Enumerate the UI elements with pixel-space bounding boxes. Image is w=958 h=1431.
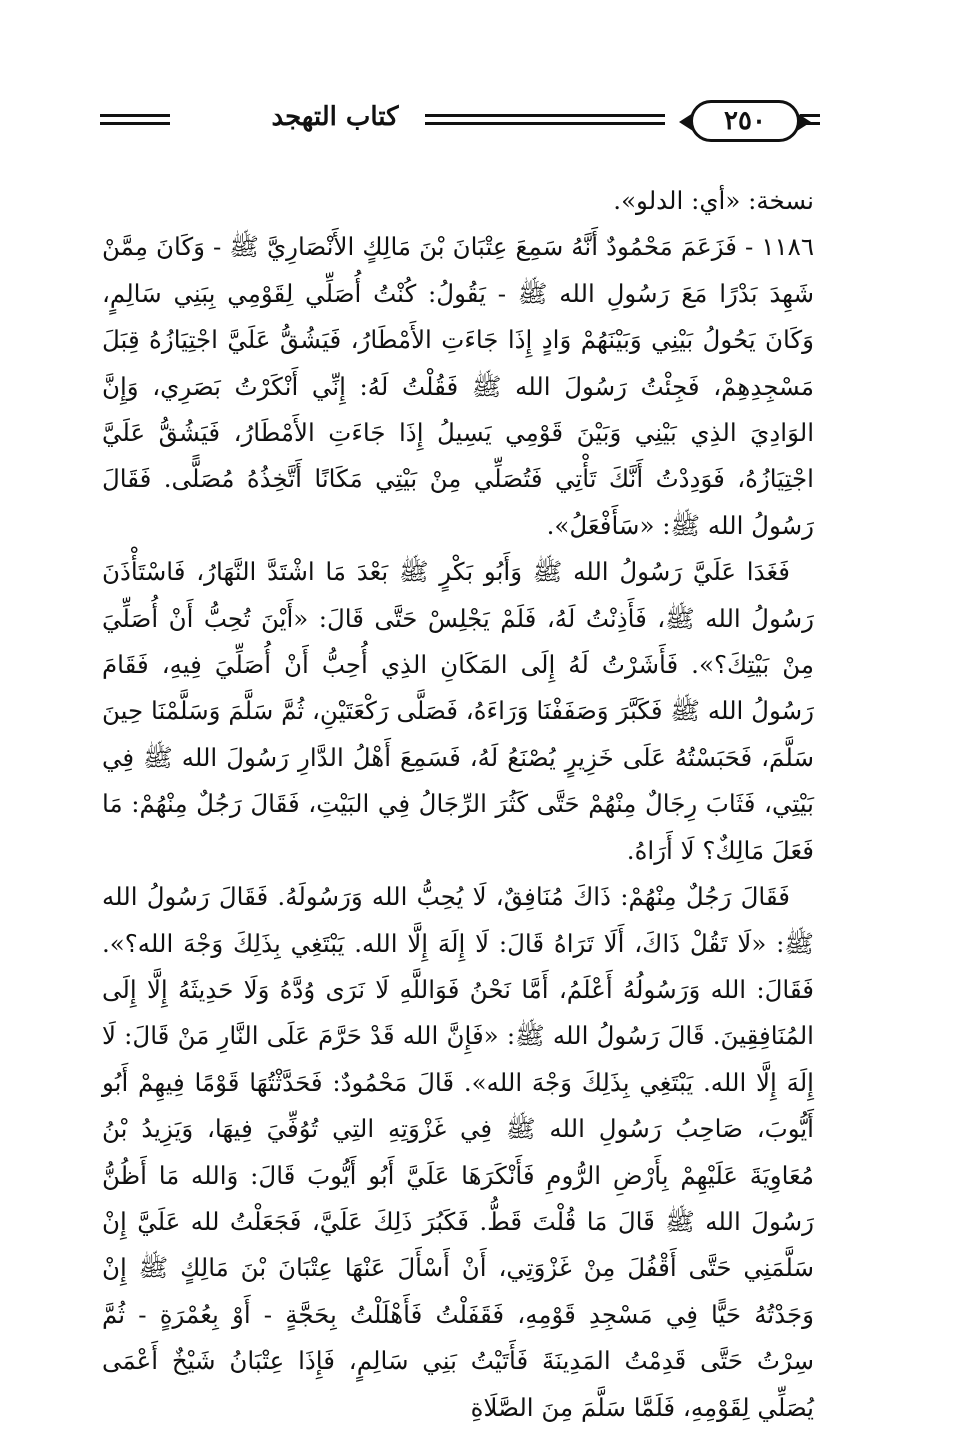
paragraph-note: نسخة: «أي: الدلو». <box>613 186 814 215</box>
page-header <box>100 100 820 150</box>
paragraph: فَقَالَ رَجُلٌ مِنْهُمْ: ذَاكَ مُنَافِقٌ، لَا يُحِبُّ الله وَرَسُولَهُ. فَقَالَ رَسُولُ الله ﷺ: «لَا تَقُلْ ذَاكَ، أَلَا تَرَاهُ قَالَ: لَا إِلَهَ إِلَّا الله. يَبْتَغِي بِذَلِكَ وَجْهَ الله؟». فَقَالَ: الله وَرَسُولُهُ أَعْلَمُ، أَمَّا نَحْنُ فَوَاللَّهِ لَا نَرَى وُدَّهُ وَلَا حَدِيثَهُ إِلَّا إِلَى المُنَافِقِينَ. قَالَ رَسُولُ الله ﷺ: «فَإِنَّ الله قَدْ حَرَّمَ عَلَى النَّارِ مَنْ قَالَ: لَا إِلَهَ إِلَّا الله. يَبْتَغِي بِذَلِكَ وَجْهَ الله». قَالَ مَحْمُودٌ: فَحَدَّثْتُهَا قَوْمًا فِيهِمْ أَبُو أَيُّوبَ، صَاحِبُ رَسُولِ الله ﷺ فِي غَزْوَتِهِ التِي تُوُفِّيَ فِيهَا، وَيَزِيدُ بْنُ مُعَاوِيَةَ عَلَيْهِمْ بِأَرْضِ الرُّومِ فَأَنْكَرَهَا عَلَيَّ أَبُو أَيُّوبَ قَالَ: وَالله مَا أَظُنُّ رَسُولَ الله ﷺ قَالَ مَا قُلْتَ قَطُّ. فَكَبُرَ ذَلِكَ عَلَيَّ، فَجَعَلْتُ لله عَلَيَّ إِنْ سَلَّمَنِي حَتَّى أَقْفُلَ مِنْ غَزْوَتِي، أَنْ أَسْأَلَ عَنْهَا عِتْبَانَ بْنَ مَالِكٍ ﷺ إِنْ وَجَدْتُهُ حَيًّا فِي مَسْجِدِ قَوْمِهِ، فَقَفَلْتُ فَأَهْلَلْتُ بِحَجَّةٍ - أَوْ بِعُمْرَةٍ - ثُمَّ سِرْتُ حَتَّى قَدِمْتُ المَدِينَةَ فَأَتَيْتُ بَنِي سَالِمٍ، فَإِذَا عِتْبَانُ شَيْخٌ أَعْمَى يُصَلِّي لِقَوْمِهِ، فَلَمَّا سَلَّمَ مِنَ الصَّلَاةِ <box>102 882 814 1422</box>
paragraph: فَغَدَا عَلَيَّ رَسُولُ الله ﷺ وَأَبُو بَكْرٍ ﷺ بَعْدَ مَا اشْتَدَّ النَّهَارُ، فَاسْتَأْذَنَ رَسُولُ الله ﷺ، فَأَذِنْتُ لَهُ، فَلَمْ يَجْلِسْ حَتَّى قَالَ: «أَيْنَ تُحِبُّ أَنْ أُصَلِّيَ مِنْ بَيْتِكَ؟». فَأَشَرْتُ لَهُ إِلَى المَكَانِ الذِي أُحِبُّ أَنْ أُصَلِّيَ فِيهِ، فَقَامَ رَسُولُ الله ﷺ فَكَبَّرَ وَصَفَفْنَا وَرَاءَهُ، فَصَلَّى رَكْعَتَيْنِ، ثُمَّ سَلَّمَ وَسَلَّمْنَا حِينَ سَلَّمَ، فَحَبَسْتُهُ عَلَى خَزِيرٍ يُصْنَعُ لَهُ، فَسَمِعَ أَهْلُ الدَّارِ رَسُولَ الله ﷺ فِي بَيْتِي، فَثَابَ رِجَالٌ مِنْهُمْ حَتَّى كَثُرَ الرِّجَالُ فِي البَيْتِ، فَقَالَ رَجُلٌ مِنْهُمْ: مَا فَعَلَ مَالِكٌ؟ لَا أَرَاهُ. <box>102 557 814 865</box>
header-rule <box>800 114 820 117</box>
book-title: كتاب التهجد <box>271 102 399 132</box>
header-rule <box>800 122 820 125</box>
header-rule <box>100 114 170 117</box>
page-body <box>102 178 814 1431</box>
header-rule <box>425 122 665 125</box>
header-rule <box>100 122 170 125</box>
paragraph-hadith: ١١٨٦ - فَزَعَمَ مَحْمُودٌ أَنَّهُ سَمِعَ عِتْبَانَ بْنَ مَالِكٍ الأَنْصَارِيَّ ﷺ - وَكَانَ مِمَّنْ شَهِدَ بَدْرًا مَعَ رَسُولِ الله ﷺ - يَقُولُ: كُنْتُ أُصَلِّي لِقَوْمِي بِبَنِي سَالِمٍ، وَكَانَ يَحُولُ بَيْنِي وَبَيْنَهُمْ وَادٍ إِذَا جَاءَتِ الأَمْطَارُ، فَيَشُقُّ عَلَيَّ اجْتِيَازُهُ قِبَلَ مَسْجِدِهِمْ، فَجِئْتُ رَسُولَ الله ﷺ فَقُلْتُ لَهُ: إِنِّي أَنْكَرْتُ بَصَرِي، وَإِنَّ الوَادِيَ الذِي بَيْنِي وَبَيْنَ قَوْمِي يَسِيلُ إِذَا جَاءَتِ الأَمْطَارُ، فَيَشُقُّ عَلَيَّ اجْتِيَازُهُ، فَوَدِدْتُ أَنَّكَ تَأْتِي فَتُصَلِّي مِنْ بَيْتِي مَكَانًا أَتَّخِذُهُ مُصَلًّى. فَقَالَ رَسُولُ الله ﷺ: «سَأَفْعَلُ». <box>102 232 814 540</box>
page-number: ٢٥٠ <box>690 100 800 142</box>
header-rule <box>425 114 665 117</box>
